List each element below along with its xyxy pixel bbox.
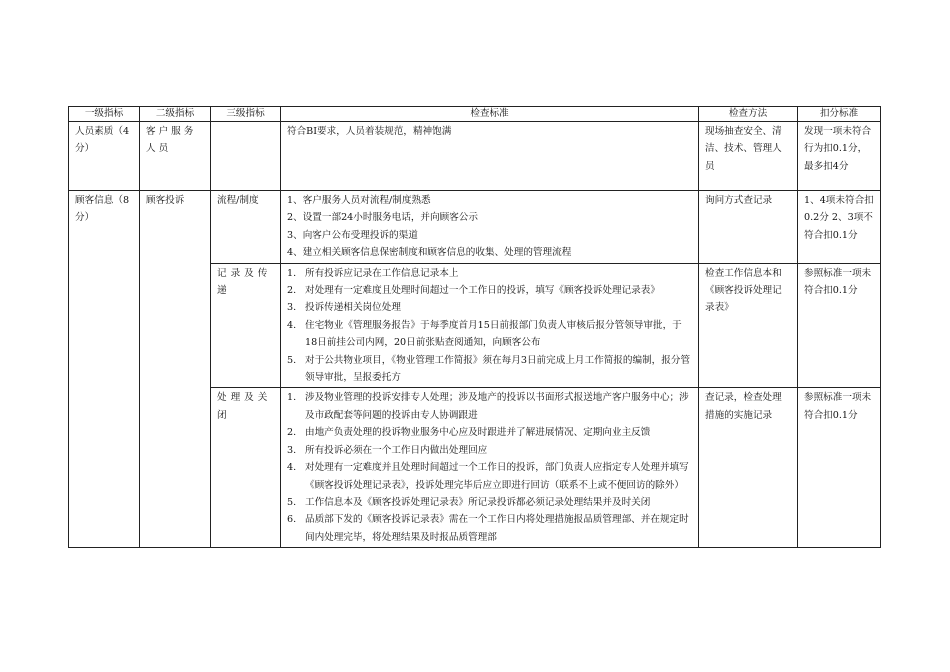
list-item: 3、向客户公布受理投诉的渠道 (287, 229, 418, 241)
table-header-row (69, 107, 881, 122)
inspection-standard-table (68, 106, 881, 548)
handle-standard-cell (281, 388, 699, 548)
header-level1: 一级指标 (69, 107, 140, 122)
list-item: 1、客户服务人员对流程/制度熟悉 (287, 195, 431, 206)
list-item: 4. 住宅物业《管理服务报告》于每季度首月15日前报部门负责人审核后报分管领导审批，于18日前挂公司内网，20日前张贴查阅通知，向顾客公布 (287, 319, 682, 349)
staff-level1-cell: 人员素质（4分） (69, 122, 140, 191)
info-level1-cell: 顾客信息（8分） (69, 191, 140, 548)
staff-method-cell: 现场抽查安全、清洁、技术、管理人员 (699, 122, 798, 191)
record-method-cell: 检查工作信息本和《顾客投诉处理记录表》 (699, 263, 798, 388)
list-item: 4、建立相关顾客信息保密制度和顾客信息的收集、处理的管理流程 (287, 247, 572, 259)
list-item: 2、设置一部24小时服务电话，并向顾客公示 (287, 212, 478, 224)
list-item: 6. 品质部下发的《顾客投诉记录表》需在一个工作日内将处理措施报品质管理部、并在规定时间内处理完毕，将处理结果及时报品质管理部 (287, 514, 689, 543)
header-level3: 三级指标 (211, 107, 281, 122)
handle-deduction-cell: 参照标准一项未符合扣0.1分 (798, 388, 881, 548)
flow-level3-cell: 流程/制度 (211, 191, 281, 264)
list-item: 3. 投诉传递相关岗位处理 (287, 302, 401, 314)
flow-standard-cell (281, 191, 699, 264)
staff-standard-cell: 符合BI要求，人员着装规范，精神饱满 (281, 122, 699, 191)
list-item: 1. 涉及物业管理的投诉安排专人处理；涉及地产的投诉以书面形式报送地产客户服务中心；涉及市政配套等问题的投诉由专人协调跟进 (287, 392, 689, 421)
table-row (69, 191, 881, 264)
handle-level3-cell: 处理及关闭 (211, 388, 281, 548)
staff-deduction-cell: 发现一项未符合行为扣0.1分，最多扣4分 (798, 122, 881, 191)
header-method: 检查方法 (699, 107, 798, 122)
list-item: 5. 对于公共物业项目，《物业管理工作简报》须在每月3日前完成上月工作简报的编制，报分管领导审批，呈报委托方 (287, 354, 691, 384)
header-standard: 检查标准 (281, 107, 699, 122)
record-standard-cell (281, 263, 699, 388)
list-item: 4. 对处理有一定难度并且处理时间超过一个工作日的投诉，部门负责人应指定专人处理并填写《顾客投诉处理记录表》，投诉处理完毕后应立即进行回访（联系不上或不便回访的除外） (287, 462, 689, 491)
flow-method-cell: 询问方式查记录 (699, 191, 798, 264)
handle-method-cell: 查记录，检查处理措施的实施记录 (699, 388, 798, 548)
info-level2-cell: 顾客投诉 (140, 191, 211, 548)
staff-level2-cell: 客户服务人员 (140, 122, 211, 191)
list-item: 2. 对处理有一定难度且处理时间超过一个工作日的投诉，填写《顾客投诉处理记录表》 (287, 285, 660, 297)
list-item: 5. 工作信息本及《顾客投诉处理记录表》所记录投诉都必须记录处理结果并及时关闭 (287, 496, 651, 508)
header-level2: 二级指标 (140, 107, 211, 122)
staff-level3-cell (211, 122, 281, 191)
record-deduction-cell: 参照标准一项未符合扣0.1分 (798, 263, 881, 388)
list-item: 2. 由地产负责处理的投诉物业服务中心应及时跟进并了解进展情况、定期向业主反馈 (287, 427, 651, 439)
record-level3-cell: 记录及传递 (211, 263, 281, 388)
list-item: 1. 所有投诉应记录在工作信息记录本上 (287, 267, 459, 279)
list-item: 3. 所有投诉必须在一个工作日内做出处理回应 (287, 444, 488, 456)
header-deduction: 扣分标准 (798, 107, 881, 122)
table-row (69, 122, 881, 191)
flow-deduction-cell: 1、4项未符合扣0.2分 2、3项不符合扣0.1分 (798, 191, 881, 264)
